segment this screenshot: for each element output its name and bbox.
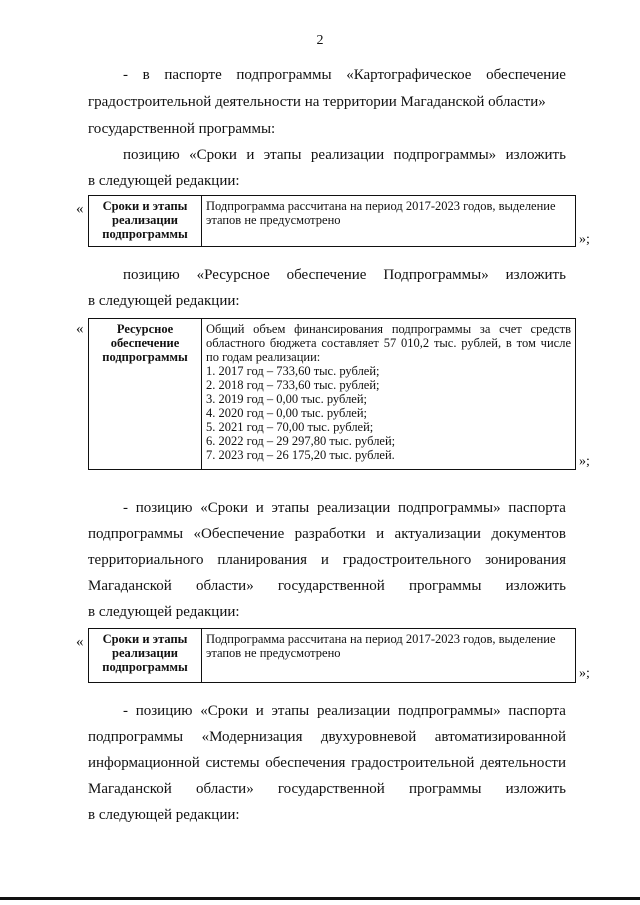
schedule-table-1 [88,195,576,247]
funding-year-item: 7. 2023 год – 26 175,20 тыс. рублей. [206,448,395,462]
word: подпрограммы [88,729,184,745]
table-content-cell [202,319,576,470]
open-quote: « [76,201,84,217]
paragraph-line: в следующей редакции: [88,173,240,189]
word: государственной [277,578,385,594]
paragraph-line: градостроительной деятельности на территории Магаданской области» [88,94,546,110]
word: «Модернизация [201,729,303,745]
table-content-cell: Подпрограмма рассчитана на период 2017-2023 годов, выделение этапов не предусмотрено [202,629,576,683]
word: подпрограммы [236,67,332,83]
paragraph-line [88,782,566,797]
word: «Сроки [200,500,249,516]
word: паспорта [508,703,566,719]
table-label-cell: Ресурсное обеспечение подпрограммы [89,319,202,470]
word: информационной [88,755,200,771]
word: деятельности [480,755,566,771]
close-quote: »; [579,666,590,681]
paragraph-line [123,704,566,719]
word: разработки [294,526,366,542]
paragraph-line [123,148,566,163]
funding-year-item: 4. 2020 год – 0,00 тыс. рублей; [206,406,368,420]
funding-intro: Общий объем финансирования подпрограммы за счет средств областного бюджета составляет 57 010,2 тыс. рублей, в том числе по годам реализации: [206,322,571,364]
word: обеспечение [286,267,367,283]
word: подпрограммы» [397,500,501,516]
word: обеспечение [486,67,566,83]
paragraph-line: в следующей редакции: [88,604,240,620]
word: изложить [505,578,566,594]
word: документов [491,526,566,542]
paragraph-line [88,756,566,771]
page-number: 2 [316,33,324,48]
close-quote: »; [579,232,590,247]
funding-year-item: 3. 2019 год – 0,00 тыс. рублей; [206,392,368,406]
paragraph-line: в следующей редакции: [88,293,240,309]
word: градостроительной [351,755,475,771]
word: позицию [123,147,180,163]
table-label-cell: Сроки и этапы реализации подпрограммы [89,629,202,683]
word: государственной [277,781,385,797]
close-quote: »; [579,454,590,469]
word: обеспечения [265,755,346,771]
word: автоматизированной [434,729,566,745]
paragraph-line [123,68,566,83]
word: системы [205,755,260,771]
word: двухуровневой [320,729,417,745]
word: Магаданской [88,781,172,797]
word: реализации [316,703,391,719]
funding-year-item: 2. 2018 год – 733,60 тыс. рублей; [206,378,380,392]
word: программы [409,781,482,797]
word: этапы [271,703,310,719]
word: «Сроки [189,147,237,163]
word: актуализации [394,526,481,542]
paragraph-line [88,730,566,745]
word: территориального [88,552,204,568]
word: «Картографическое [346,67,472,83]
word: зонирования [485,552,566,568]
word: паспорте [164,67,222,83]
schedule-table-2 [88,628,576,683]
funding-year-item: 6. 2022 год – 29 297,80 тыс. рублей; [206,434,396,448]
word: позицию [123,267,180,283]
word: - [123,67,128,83]
paragraph-line [88,527,566,542]
word: - [123,500,128,516]
funding-table [88,318,576,470]
word: Подпрограммы» [383,267,489,283]
word: «Сроки [200,703,249,719]
word: этапы [263,147,302,163]
paragraph-line: государственной программы: [88,121,276,137]
word: этапы [271,500,310,516]
word: и [320,552,329,568]
word: в [142,67,150,83]
word: программы [409,578,482,594]
word: паспорта [508,500,566,516]
paragraph-line [88,553,566,568]
word: «Обеспечение [193,526,285,542]
word: изложить [505,781,566,797]
word: позицию [135,703,193,719]
paragraph-line: в следующей редакции: [88,807,240,823]
word: изложить [505,267,566,283]
word: области» [196,578,254,594]
word: «Ресурсное [196,267,270,283]
word: - [123,703,128,719]
table-content-cell: Подпрограмма рассчитана на период 2017-2023 годов, выделение этапов не предусмотрено [202,196,576,247]
paragraph-line [123,268,566,283]
word: изложить [505,147,566,163]
word: и [255,500,264,516]
word: реализации [310,147,385,163]
table-label-cell: Сроки и этапы реализации подпрограммы [89,196,202,247]
open-quote: « [76,634,84,650]
funding-year-item: 5. 2021 год – 70,00 тыс. рублей; [206,420,374,434]
word: подпрограммы» [393,147,497,163]
open-quote: « [76,321,84,337]
paragraph-line [88,579,566,594]
word: позицию [135,500,193,516]
paragraph-line [123,501,566,516]
word: подпрограммы» [397,703,501,719]
word: и [255,703,264,719]
word: планирования [217,552,308,568]
word: и [376,526,385,542]
word: градостроительного [342,552,472,568]
word: и [246,147,255,163]
funding-year-item: 1. 2017 год – 733,60 тыс. рублей; [206,364,380,378]
word: области» [196,781,254,797]
word: реализации [316,500,391,516]
word: Магаданской [88,578,172,594]
word: подпрограммы [88,526,184,542]
scan-edge-line [0,897,640,900]
